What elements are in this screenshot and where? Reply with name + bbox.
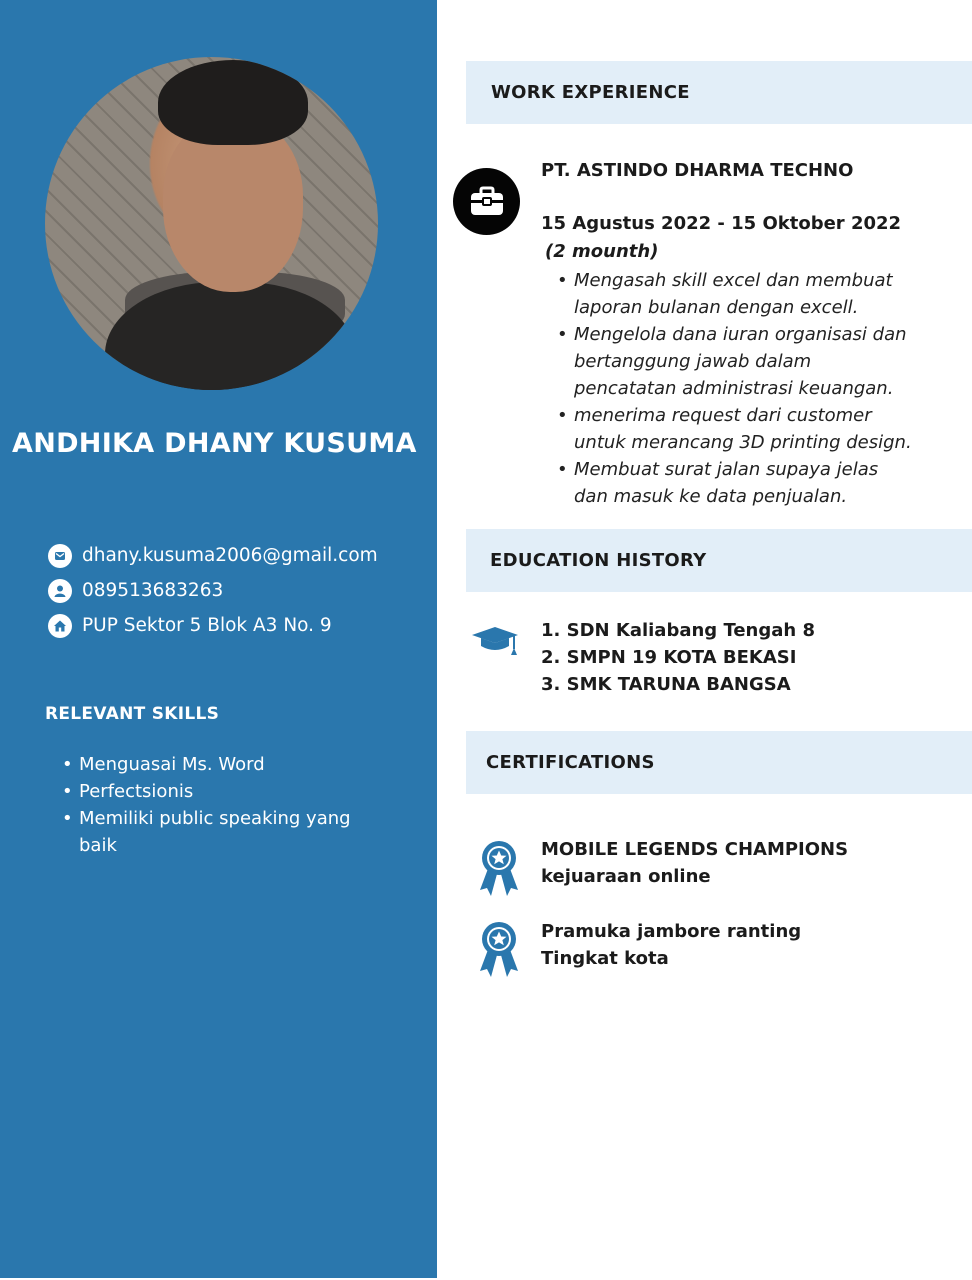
skill-item: • Memiliki public speaking yang baik (62, 805, 362, 859)
duty-item: • menerima request dari customer untuk merancang 3D printing design. (557, 402, 917, 456)
skill-item: • Menguasai Ms. Word (62, 751, 362, 778)
education-title: EDUCATION HISTORY (490, 550, 707, 571)
skills-title: RELEVANT SKILLS (45, 704, 220, 724)
email-icon (48, 544, 72, 568)
education-item: 1. SDN Kaliabang Tengah 8 (541, 620, 815, 641)
award-ribbon-icon (477, 838, 521, 898)
address-text: PUP Sektor 5 Blok A3 No. 9 (82, 615, 332, 636)
contact-email (48, 538, 378, 573)
work-experience-title: WORK EXPERIENCE (491, 82, 690, 103)
contact-info (48, 538, 378, 643)
duty-item: • Mengasah skill excel dan membuat laporan bulanan dengan excell. (557, 267, 917, 321)
skills-list (62, 751, 362, 859)
certifications-title: CERTIFICATIONS (486, 752, 655, 773)
education-list (541, 617, 815, 698)
education-item: 2. SMPN 19 KOTA BEKASI (541, 647, 797, 668)
certification-title: Pramuka jambore ranting (541, 921, 802, 942)
certification-detail: kejuaraan online (541, 866, 711, 887)
work-duration: (2 mounth) (545, 241, 659, 262)
profile-name: ANDHIKA DHANY KUSUMA (12, 428, 417, 459)
skill-item: • Perfectsionis (62, 778, 362, 805)
sidebar (0, 0, 437, 1278)
phone-text[interactable]: 089513683263 (82, 580, 224, 601)
person-icon (48, 579, 72, 603)
briefcase-icon (453, 168, 520, 235)
certification-item (541, 836, 848, 890)
contact-address (48, 608, 378, 643)
graduation-cap-icon (470, 623, 522, 658)
profile-photo (45, 57, 378, 390)
email-text[interactable]: dhany.kusuma2006@gmail.com (82, 545, 378, 566)
company-name: PT. ASTINDO DHARMA TECHNO (541, 160, 854, 181)
duty-item: • Mengelola dana iuran organisasi dan bertanggung jawab dalam pencatatan administrasi keuangan. (557, 321, 917, 402)
education-item: 3. SMK TARUNA BANGSA (541, 674, 791, 695)
certification-item (541, 918, 801, 972)
award-ribbon-icon (477, 919, 521, 979)
education-header (466, 529, 972, 592)
work-duties-list (557, 267, 917, 510)
certification-detail: Tingkat kota (541, 948, 669, 969)
work-experience-header (466, 61, 972, 124)
work-dates: 15 Agustus 2022 - 15 Oktober 2022 (541, 213, 902, 234)
home-icon (48, 614, 72, 638)
certifications-header (466, 731, 972, 794)
contact-phone (48, 573, 378, 608)
duty-item: • Membuat surat jalan supaya jelas dan masuk ke data penjualan. (557, 456, 917, 510)
certification-title: MOBILE LEGENDS CHAMPIONS (541, 839, 849, 860)
